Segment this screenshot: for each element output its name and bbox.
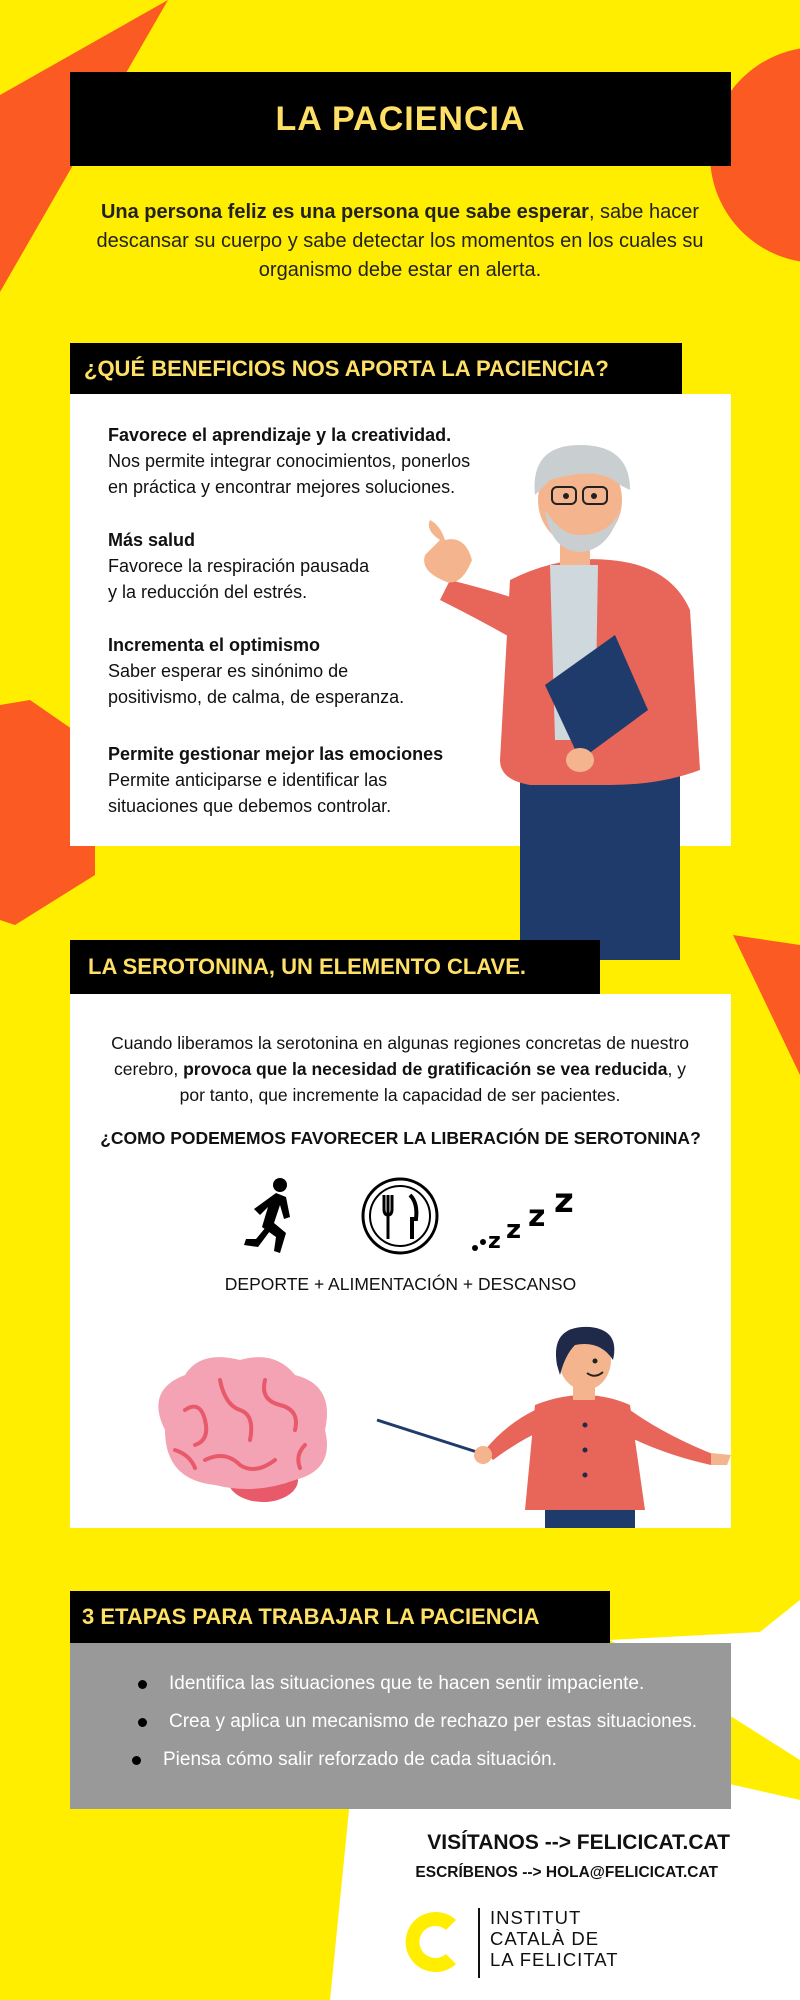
- benefit-text: situaciones que debemos controlar.: [108, 796, 392, 816]
- benefit-item: [108, 632, 404, 710]
- benefit-text: positivismo, de calma, de esperanza.: [108, 687, 405, 707]
- email-link[interactable]: ESCRÍBENOS --> HOLA@FELICICAT.CAT: [415, 1864, 718, 1881]
- sleep-zzz-icon: [470, 1180, 590, 1255]
- svg-text:z: z: [506, 1215, 522, 1245]
- bullet-icon: [138, 1718, 147, 1727]
- fork-knife-plate-icon: [360, 1175, 440, 1257]
- bullet-icon: [138, 1680, 147, 1689]
- stage-text: Crea y aplica un mecanismo de rechazo per estas situaciones.: [169, 1711, 698, 1732]
- woman-teacher-illustration: [375, 1325, 731, 1528]
- benefit-item: [108, 527, 369, 605]
- benefit-title: Incrementa el optimismo: [108, 635, 321, 655]
- intro-rest: , sabe hacer descansar su cuerpo y sabe detectar los momentos en los cuales su organismo debe estar en alerta.: [96, 201, 704, 281]
- teacher-illustration: [380, 440, 720, 960]
- svg-text:z: z: [554, 1181, 574, 1221]
- institute-line: CATALÀ DE: [490, 1928, 600, 1949]
- intro-bold: Una persona feliz es una persona que sabe esperar: [100, 201, 589, 223]
- serotonin-summary: DEPORTE + ALIMENTACIÓN + DESCANSO: [224, 1274, 577, 1294]
- page-title: LA PACIENCIA: [275, 99, 526, 138]
- stages-heading: 3 ETAPAS PARA TRABAJAR LA PACIENCIA: [82, 1604, 540, 1629]
- bullet-icon: [132, 1756, 141, 1765]
- stages-card: [70, 1643, 731, 1809]
- benefit-text: Favorece la respiración pausada: [108, 556, 370, 576]
- serotonin-text-part: Cuando liberamos la serotonina en algunas regiones concretas de nuestro cerebro,: [111, 1033, 689, 1079]
- stage-item: [138, 1711, 697, 1733]
- visit-link[interactable]: VISÍTANOS --> FELICICAT.CAT: [427, 1831, 730, 1854]
- stage-item: [132, 1749, 557, 1771]
- benefits-heading-bar: [70, 343, 682, 395]
- benefit-text: Nos permite integrar conocimientos, ponerlos: [108, 451, 471, 471]
- serotonin-heading: LA SEROTONINA, UN ELEMENTO CLAVE.: [88, 954, 526, 979]
- benefit-title: Más salud: [108, 530, 196, 550]
- svg-text:z: z: [488, 1229, 501, 1254]
- benefit-text: en práctica y encontrar mejores soluciones.: [108, 477, 456, 497]
- benefit-text: y la reducción del estrés.: [108, 582, 308, 602]
- institute-name: [490, 1907, 619, 1970]
- institute-line: LA FELICITAT: [490, 1949, 619, 1970]
- benefits-heading: ¿QUÉ BENEFICIOS NOS APORTA LA PACIENCIA?: [84, 356, 609, 381]
- stages-heading-bar: [70, 1591, 610, 1643]
- serotonin-text-part: , y por tanto, que incremente la capacidad de ser pacientes.: [179, 1059, 686, 1105]
- serotonin-text-bold: provoca que la necesidad de gratificación se vea reducida: [183, 1059, 668, 1079]
- runner-icon: [240, 1175, 320, 1260]
- benefit-text: Permite anticiparse e identificar las: [108, 770, 388, 790]
- stage-text: Piensa cómo salir reforzado de cada situación.: [163, 1749, 557, 1770]
- benefit-title: Favorece el aprendizaje y la creatividad.: [108, 425, 452, 445]
- logo-divider: [478, 1908, 480, 1978]
- benefit-title: Permite gestionar mejor las emociones: [108, 744, 444, 764]
- institute-line: INSTITUT: [490, 1907, 582, 1928]
- serotonin-question: ¿COMO PODEMEMOS FAVORECER LA LIBERACIÓN DE SEROTONINA?: [100, 1128, 701, 1148]
- stage-text: Identifica las situaciones que te hacen sentir impaciente.: [169, 1673, 645, 1694]
- intro-text: [90, 198, 710, 285]
- serotonin-text: [100, 1030, 700, 1108]
- institute-logo-icon: [400, 1906, 470, 1978]
- title-bar: [70, 72, 731, 166]
- svg-text:z: z: [528, 1199, 546, 1234]
- stage-item: [138, 1673, 644, 1695]
- orange-triangle-right: [733, 935, 800, 1075]
- benefit-text: Saber esperar es sinónimo de: [108, 661, 349, 681]
- brain-illustration: [145, 1350, 335, 1510]
- serotonin-heading-bar: [70, 940, 600, 994]
